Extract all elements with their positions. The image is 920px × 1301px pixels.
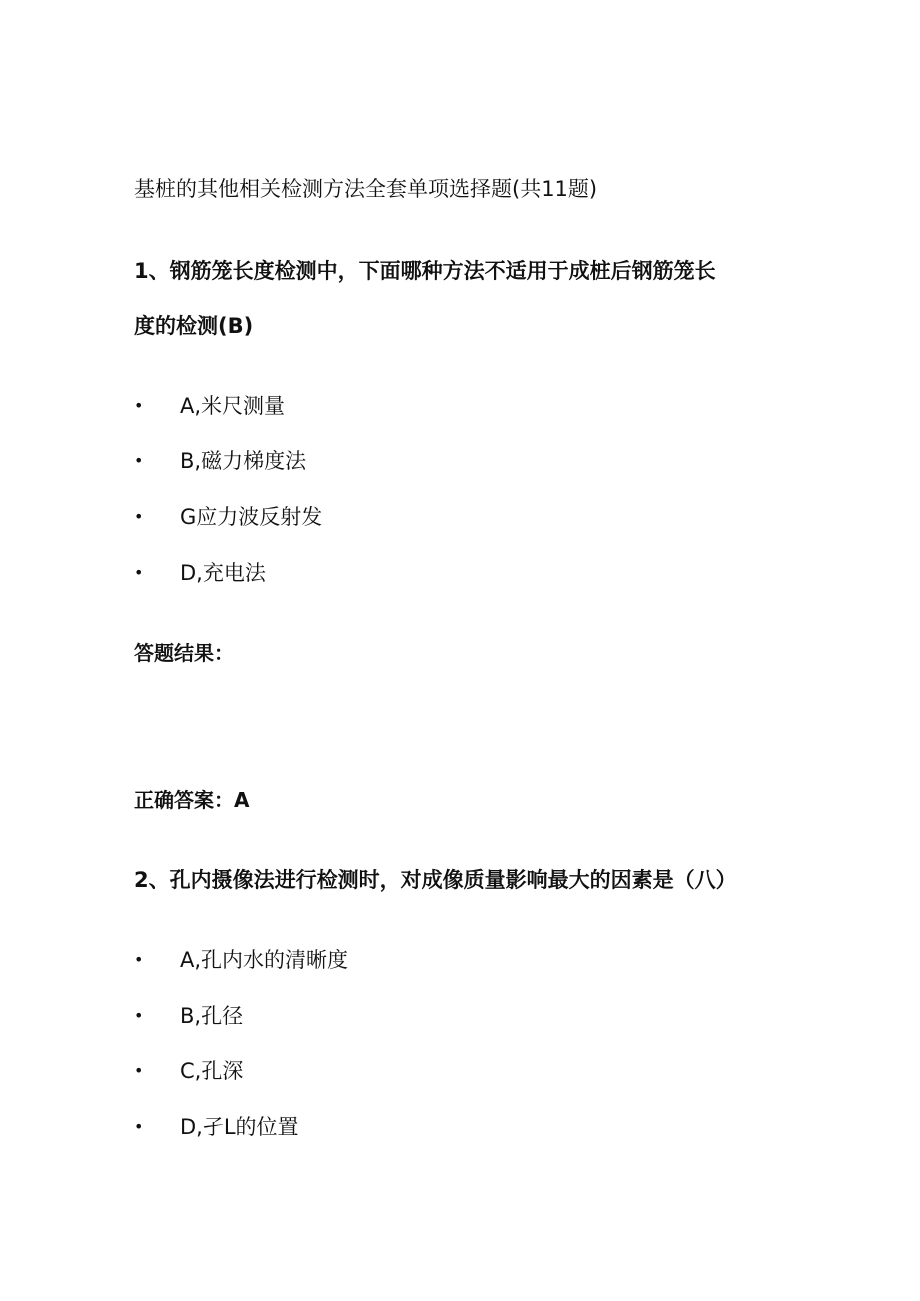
- bullet-icon: •: [134, 563, 144, 582]
- question-2-option-c: [134, 1056, 734, 1086]
- option-text: D,孑L的位置: [180, 1115, 299, 1139]
- option-text: A,米尺测量: [180, 394, 286, 418]
- document-title: 基桩的其他相关检测方法全套单项选择题(共11题): [134, 177, 598, 201]
- bullet-icon: •: [134, 950, 144, 969]
- question-2-stem-line-1: 2、孔内摄像法进行检测时，对成像质量影响最大的因素是（八）: [134, 868, 737, 892]
- question-2-option-d: [134, 1112, 734, 1142]
- bullet-icon: •: [134, 507, 144, 526]
- question-1-correct-answer: 正确答案：A: [134, 788, 250, 812]
- option-text: G应力波反射发: [180, 505, 323, 529]
- question-1-option-c: [134, 502, 734, 532]
- question-2-option-b: [134, 1001, 734, 1031]
- question-2-option-a: [134, 945, 734, 975]
- option-text: C,孔深: [180, 1059, 244, 1083]
- bullet-icon: •: [134, 451, 144, 470]
- option-text: B,孔径: [180, 1004, 244, 1028]
- question-1-option-d: [134, 558, 734, 588]
- bullet-icon: •: [134, 1117, 144, 1136]
- question-1-result-label: 答题结果：: [134, 641, 234, 665]
- option-text: A,孔内水的清晰度: [180, 948, 349, 972]
- bullet-icon: •: [134, 1061, 144, 1080]
- question-1-option-b: [134, 446, 734, 476]
- bullet-icon: •: [134, 396, 144, 415]
- question-1-stem-line-1: 1、钢筋笼长度检测中，下面哪种方法不适用于成桩后钢筋笼长: [134, 259, 716, 283]
- option-text: B,磁力梯度法: [180, 449, 307, 473]
- bullet-icon: •: [134, 1006, 144, 1025]
- question-1-option-a: [134, 391, 734, 421]
- option-text: D,充电法: [180, 561, 266, 585]
- question-1-stem-line-2: 度的检测(B): [134, 314, 254, 338]
